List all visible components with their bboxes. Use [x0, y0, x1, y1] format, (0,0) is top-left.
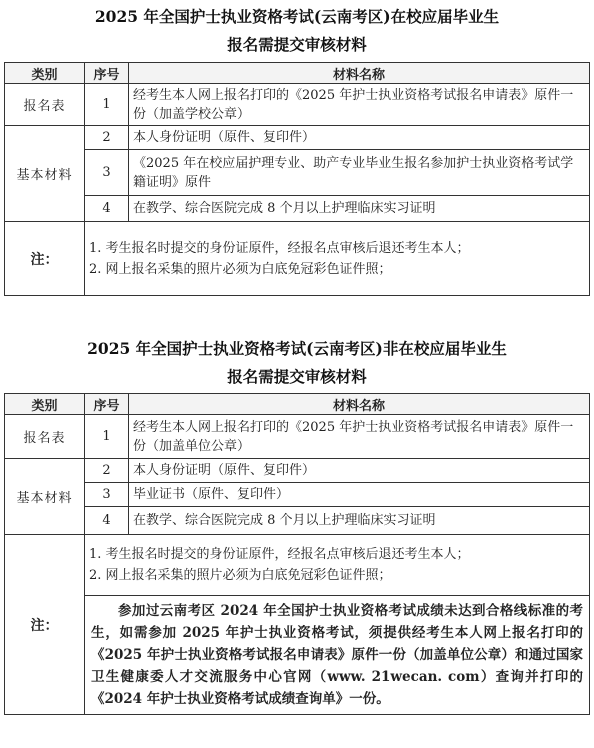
row-number: 2 — [85, 126, 129, 150]
row-number: 1 — [85, 84, 129, 126]
notes-label: 注： — [5, 535, 85, 715]
row-number: 1 — [85, 415, 129, 459]
table1-title-line1: 2025 年全国护士执业资格考试(云南考区)在校应届毕业生 — [94, 7, 500, 26]
notes-label: 注： — [5, 222, 85, 296]
row-material: 本人身份证明（原件、复印件） — [129, 459, 590, 483]
table2-title-line1: 2025 年全国护士执业资格考试(云南考区)非在校应届毕业生 — [87, 339, 507, 358]
note-item: 1. 考生报名时提交的身份证原件，经报名点审核后退还考生本人； — [89, 240, 470, 256]
notes-cell — [85, 535, 590, 596]
header-material: 材料名称 — [129, 63, 590, 84]
row-number: 3 — [85, 150, 129, 196]
row-material: 毕业证书（原件、复印件） — [129, 483, 590, 507]
header-number: 序号 — [85, 394, 129, 415]
row-material: 在教学、综合医院完成 8 个月以上护理临床实习证明 — [129, 507, 590, 535]
table2-note-paragraph-row — [5, 596, 590, 715]
note-item: 2. 网上报名采集的照片必须为白底免冠彩色证件照； — [89, 261, 392, 277]
table2 — [4, 393, 590, 715]
header-category: 类别 — [5, 63, 85, 84]
row-number: 4 — [85, 196, 129, 222]
row-material: 《2025 年在校应届护理专业、助产专业毕业生报名参加护士执业资格考试学籍证明》原件 — [129, 150, 590, 196]
row-number: 3 — [85, 483, 129, 507]
row-material: 本人身份证明（原件、复印件） — [129, 126, 590, 150]
table1-header-row — [5, 63, 590, 84]
table-row — [5, 507, 590, 535]
table-row — [5, 483, 590, 507]
note-paragraph-cell — [85, 596, 590, 715]
row-category: 基本材料 — [5, 459, 85, 535]
row-material: 经考生本人网上报名打印的《2025 年护士执业资格考试报名申请表》原件一份（加盖学校公章） — [129, 84, 590, 126]
notes-cell — [85, 222, 590, 296]
header-category: 类别 — [5, 394, 85, 415]
table-row — [5, 415, 590, 459]
row-material: 经考生本人网上报名打印的《2025 年护士执业资格考试报名申请表》原件一份（加盖单位公章） — [129, 415, 590, 459]
table-row — [5, 196, 590, 222]
row-category: 报名表 — [5, 84, 85, 126]
table1-title-line2: 报名需提交审核材料 — [227, 35, 367, 54]
note-paragraph: 参加过云南考区 2024 年全国护士执业资格考试成绩未达到合格线标准的考生，如需参加 2025 年护士执业资格考试，须提供经考生本人网上报名打印的《2025 年护士执业资格考试报名申请表》原件一份（加盖单位公章）和通过国家卫生健康委人才交流服务中心官网（www. 21wecan. com）查询并打印的《2024 年护士执业资格考试成绩查询单》一份。 — [91, 603, 583, 707]
table1 — [4, 62, 590, 296]
row-material: 在教学、综合医院完成 8 个月以上护理临床实习证明 — [129, 196, 590, 222]
table1-notes-row — [5, 222, 590, 296]
header-material: 材料名称 — [129, 394, 590, 415]
table-row — [5, 126, 590, 150]
table-row — [5, 150, 590, 196]
note-item: 1. 考生报名时提交的身份证原件，经报名点审核后退还考生本人； — [89, 547, 470, 562]
table2-title-line2: 报名需提交审核材料 — [227, 367, 367, 386]
row-number: 4 — [85, 507, 129, 535]
table-row — [5, 459, 590, 483]
table2-notes-row — [5, 535, 590, 596]
note-item: 2. 网上报名采集的照片必须为白底免冠彩色证件照； — [89, 568, 392, 583]
row-category: 报名表 — [5, 415, 85, 459]
table-row — [5, 84, 590, 126]
table2-header-row — [5, 394, 590, 415]
row-category: 基本材料 — [5, 126, 85, 222]
row-number: 2 — [85, 459, 129, 483]
header-number: 序号 — [85, 63, 129, 84]
